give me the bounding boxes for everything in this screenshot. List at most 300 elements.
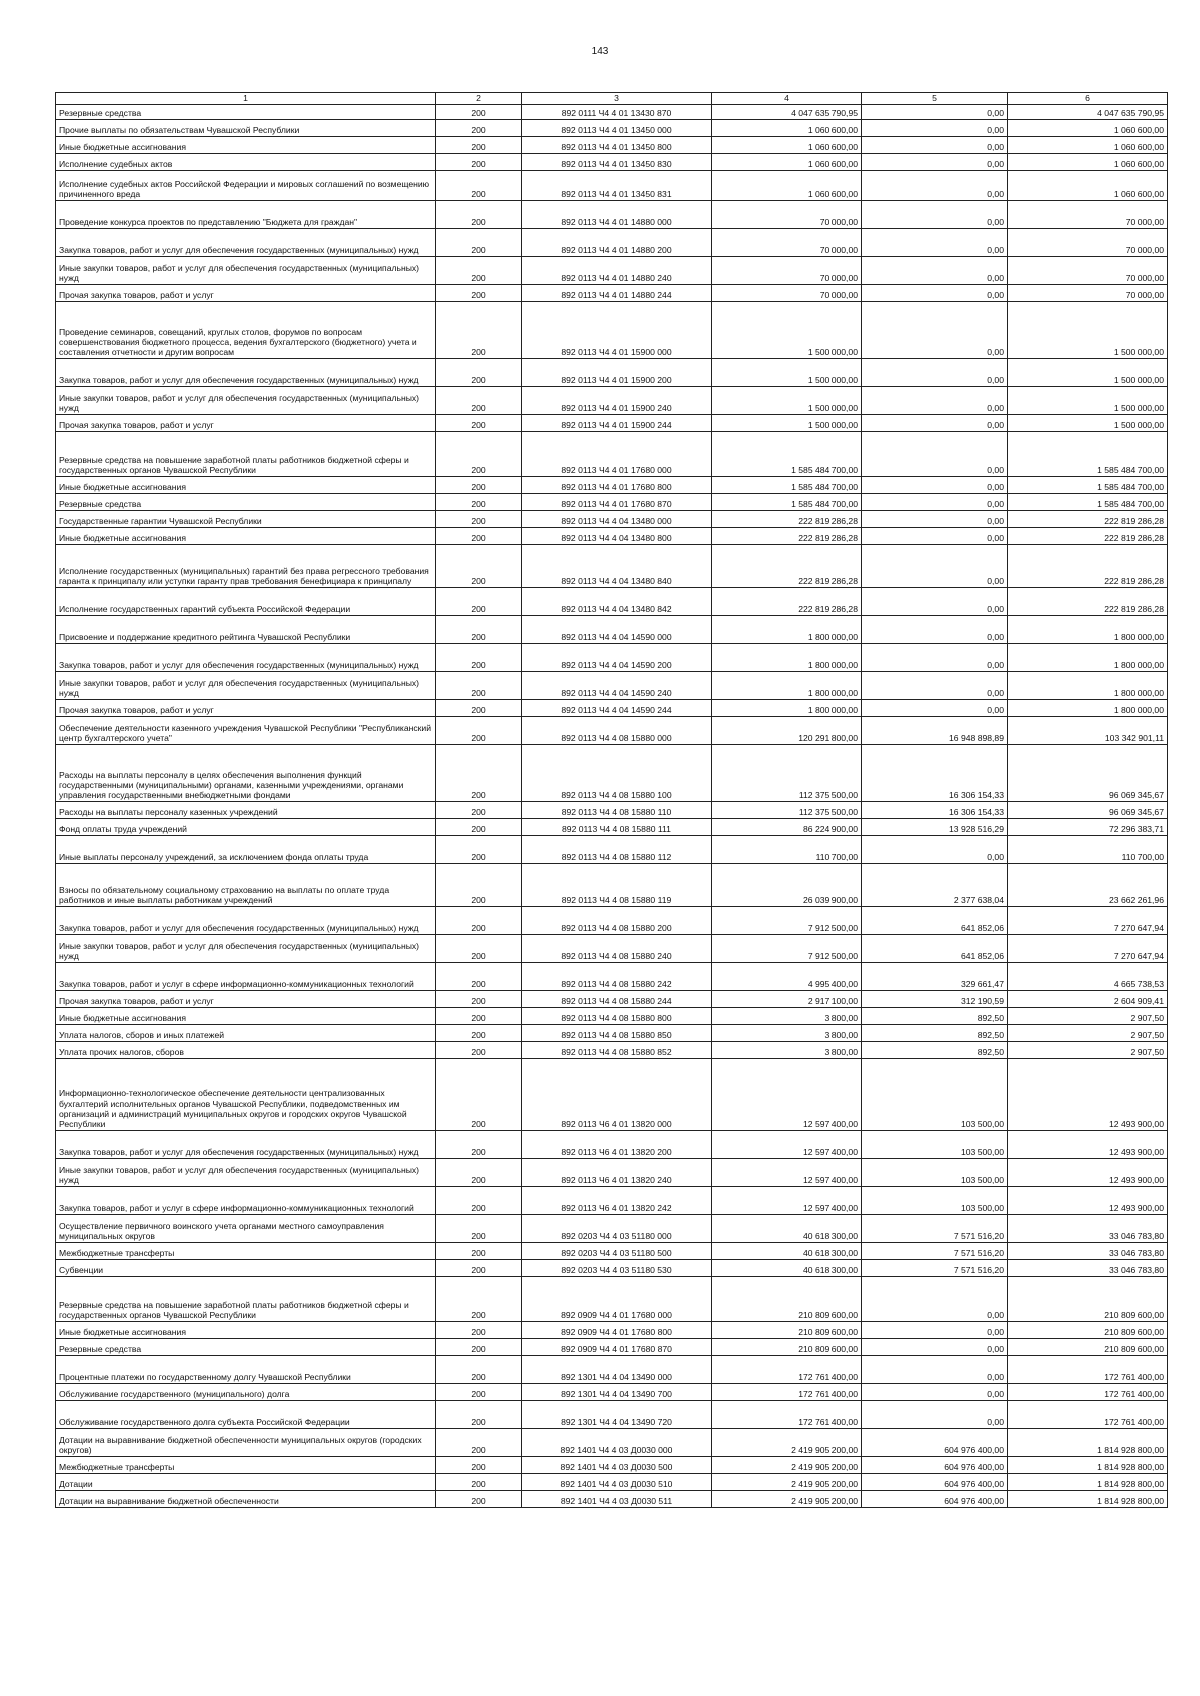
row-executed-amount: 892,50 xyxy=(862,1008,1008,1025)
row-name: Резервные средства xyxy=(56,1339,436,1356)
row-classification-code: 892 0113 Ч4 4 01 15900 240 xyxy=(522,387,712,415)
row-name: Иные бюджетные ассигнования xyxy=(56,1322,436,1339)
row-unexecuted-amount: 12 493 900,00 xyxy=(1008,1131,1168,1159)
table-row xyxy=(56,1243,1168,1260)
row-name: Проведение семинаров, совещаний, круглых столов, форумов по вопросам совершенствования бюджетного процесса, ведения бухгалтерского (бюджетного) учета и составления отчетности и другим вопросам xyxy=(56,302,436,359)
row-unexecuted-amount: 2 907,50 xyxy=(1008,1025,1168,1042)
row-approved-amount: 1 800 000,00 xyxy=(712,616,862,644)
row-classification-code: 892 0203 Ч4 4 03 51180 500 xyxy=(522,1243,712,1260)
row-indicator-code: 200 xyxy=(436,1059,522,1131)
row-approved-amount: 3 800,00 xyxy=(712,1025,862,1042)
row-executed-amount: 0,00 xyxy=(862,528,1008,545)
page-number: 143 xyxy=(591,46,609,57)
row-classification-code: 892 0113 Ч4 4 04 14590 000 xyxy=(522,616,712,644)
row-unexecuted-amount: 1 060 600,00 xyxy=(1008,120,1168,137)
row-unexecuted-amount: 1 500 000,00 xyxy=(1008,302,1168,359)
table-row xyxy=(56,1277,1168,1322)
row-indicator-code: 200 xyxy=(436,745,522,802)
row-executed-amount: 7 571 516,20 xyxy=(862,1260,1008,1277)
row-classification-code: 892 0113 Ч6 4 01 13820 200 xyxy=(522,1131,712,1159)
row-unexecuted-amount: 12 493 900,00 xyxy=(1008,1059,1168,1131)
row-indicator-code: 200 xyxy=(436,302,522,359)
column-header: 5 xyxy=(862,93,1008,105)
row-executed-amount: 0,00 xyxy=(862,154,1008,171)
row-indicator-code: 200 xyxy=(436,1356,522,1384)
row-executed-amount: 0,00 xyxy=(862,1401,1008,1429)
row-approved-amount: 222 819 286,28 xyxy=(712,588,862,616)
row-approved-amount: 1 585 484 700,00 xyxy=(712,477,862,494)
row-unexecuted-amount: 1 814 928 800,00 xyxy=(1008,1474,1168,1491)
row-unexecuted-amount: 1 800 000,00 xyxy=(1008,700,1168,717)
row-classification-code: 892 0113 Ч4 4 01 14880 000 xyxy=(522,201,712,229)
row-indicator-code: 200 xyxy=(436,432,522,477)
row-unexecuted-amount: 4 047 635 790,95 xyxy=(1008,105,1168,120)
row-unexecuted-amount: 1 814 928 800,00 xyxy=(1008,1491,1168,1508)
row-executed-amount: 641 852,06 xyxy=(862,935,1008,963)
row-executed-amount: 0,00 xyxy=(862,1322,1008,1339)
row-name: Иные бюджетные ассигнования xyxy=(56,528,436,545)
row-approved-amount: 222 819 286,28 xyxy=(712,545,862,588)
row-unexecuted-amount: 1 060 600,00 xyxy=(1008,154,1168,171)
row-name: Закупка товаров, работ и услуг для обеспечения государственных (муниципальных) нужд xyxy=(56,229,436,257)
row-classification-code: 892 1401 Ч4 4 03 Д0030 500 xyxy=(522,1457,712,1474)
row-approved-amount: 1 060 600,00 xyxy=(712,120,862,137)
row-unexecuted-amount: 1 500 000,00 xyxy=(1008,387,1168,415)
row-unexecuted-amount: 23 662 261,96 xyxy=(1008,864,1168,907)
row-name: Резервные средства на повышение заработной платы работников бюджетной сферы и государственных органов Чувашской Республики xyxy=(56,432,436,477)
row-name: Закупка товаров, работ и услуг в сфере информационно-коммуникационных технологий xyxy=(56,963,436,991)
row-indicator-code: 200 xyxy=(436,1131,522,1159)
row-name: Фонд оплаты труда учреждений xyxy=(56,819,436,836)
row-classification-code: 892 0113 Ч4 4 04 13480 840 xyxy=(522,545,712,588)
row-approved-amount: 70 000,00 xyxy=(712,229,862,257)
row-approved-amount: 210 809 600,00 xyxy=(712,1339,862,1356)
row-approved-amount: 1 500 000,00 xyxy=(712,387,862,415)
row-approved-amount: 4 047 635 790,95 xyxy=(712,105,862,120)
table-body xyxy=(56,105,1168,1508)
row-name: Исполнение государственных (муниципальных) гарантий без права регрессного требования гаранта к принципалу или уступки гаранту прав требования бенефициара к принципалу xyxy=(56,545,436,588)
row-name: Иные закупки товаров, работ и услуг для обеспечения государственных (муниципальных) нужд xyxy=(56,1159,436,1187)
row-name: Дотации xyxy=(56,1474,436,1491)
row-indicator-code: 200 xyxy=(436,154,522,171)
row-executed-amount: 13 928 516,29 xyxy=(862,819,1008,836)
row-name: Резервные средства xyxy=(56,494,436,511)
table-row xyxy=(56,120,1168,137)
row-name: Иные закупки товаров, работ и услуг для обеспечения государственных (муниципальных) нужд xyxy=(56,935,436,963)
row-indicator-code: 200 xyxy=(436,545,522,588)
table-row xyxy=(56,1025,1168,1042)
row-executed-amount: 604 976 400,00 xyxy=(862,1474,1008,1491)
row-unexecuted-amount: 7 270 647,94 xyxy=(1008,907,1168,935)
row-name: Уплата налогов, сборов и иных платежей xyxy=(56,1025,436,1042)
row-executed-amount: 0,00 xyxy=(862,494,1008,511)
row-indicator-code: 200 xyxy=(436,120,522,137)
row-executed-amount: 0,00 xyxy=(862,644,1008,672)
row-approved-amount: 12 597 400,00 xyxy=(712,1059,862,1131)
row-classification-code: 892 0113 Ч4 4 01 15900 244 xyxy=(522,415,712,432)
row-name: Обслуживание государственного (муниципального) долга xyxy=(56,1384,436,1401)
row-approved-amount: 12 597 400,00 xyxy=(712,1159,862,1187)
row-approved-amount: 172 761 400,00 xyxy=(712,1384,862,1401)
row-approved-amount: 112 375 500,00 xyxy=(712,802,862,819)
row-approved-amount: 1 585 484 700,00 xyxy=(712,432,862,477)
row-approved-amount: 1 800 000,00 xyxy=(712,672,862,700)
row-classification-code: 892 0113 Ч4 4 08 15880 112 xyxy=(522,836,712,864)
row-unexecuted-amount: 222 819 286,28 xyxy=(1008,545,1168,588)
row-executed-amount: 7 571 516,20 xyxy=(862,1215,1008,1243)
row-executed-amount: 0,00 xyxy=(862,1277,1008,1322)
table-row xyxy=(56,1429,1168,1457)
row-indicator-code: 200 xyxy=(436,907,522,935)
table-row xyxy=(56,1401,1168,1429)
row-classification-code: 892 0113 Ч4 4 01 17680 870 xyxy=(522,494,712,511)
row-classification-code: 892 0113 Ч6 4 01 13820 242 xyxy=(522,1187,712,1215)
row-unexecuted-amount: 96 069 345,67 xyxy=(1008,745,1168,802)
row-name: Обслуживание государственного долга субъекта Российской Федерации xyxy=(56,1401,436,1429)
row-classification-code: 892 0113 Ч4 4 01 13450 800 xyxy=(522,137,712,154)
table-row xyxy=(56,672,1168,700)
row-executed-amount: 0,00 xyxy=(862,387,1008,415)
row-name: Процентные платежи по государственному долгу Чувашской Республики xyxy=(56,1356,436,1384)
row-classification-code: 892 0113 Ч4 4 04 13480 842 xyxy=(522,588,712,616)
row-classification-code: 892 0111 Ч4 4 01 13430 870 xyxy=(522,105,712,120)
row-classification-code: 892 0113 Ч4 4 08 15880 111 xyxy=(522,819,712,836)
row-classification-code: 892 0113 Ч4 4 04 13480 800 xyxy=(522,528,712,545)
row-classification-code: 892 0113 Ч4 4 04 14590 244 xyxy=(522,700,712,717)
table-row xyxy=(56,1457,1168,1474)
table-row xyxy=(56,105,1168,120)
table-row xyxy=(56,528,1168,545)
row-executed-amount: 0,00 xyxy=(862,1356,1008,1384)
row-classification-code: 892 0909 Ч4 4 01 17680 800 xyxy=(522,1322,712,1339)
table-row xyxy=(56,616,1168,644)
row-approved-amount: 1 500 000,00 xyxy=(712,302,862,359)
row-name: Осуществление первичного воинского учета органами местного самоуправления муниципальных округов xyxy=(56,1215,436,1243)
row-unexecuted-amount: 70 000,00 xyxy=(1008,257,1168,285)
row-indicator-code: 200 xyxy=(436,700,522,717)
row-classification-code: 892 1401 Ч4 4 03 Д0030 511 xyxy=(522,1491,712,1508)
row-indicator-code: 200 xyxy=(436,415,522,432)
row-unexecuted-amount: 110 700,00 xyxy=(1008,836,1168,864)
table-row xyxy=(56,494,1168,511)
row-classification-code: 892 0113 Ч4 4 04 13480 000 xyxy=(522,511,712,528)
column-header: 6 xyxy=(1008,93,1168,105)
row-indicator-code: 200 xyxy=(436,1215,522,1243)
row-classification-code: 892 0113 Ч4 4 04 14590 200 xyxy=(522,644,712,672)
row-executed-amount: 0,00 xyxy=(862,120,1008,137)
table-row xyxy=(56,511,1168,528)
row-unexecuted-amount: 172 761 400,00 xyxy=(1008,1384,1168,1401)
row-classification-code: 892 0203 Ч4 4 03 51180 000 xyxy=(522,1215,712,1243)
row-unexecuted-amount: 172 761 400,00 xyxy=(1008,1401,1168,1429)
row-name: Закупка товаров, работ и услуг в сфере информационно-коммуникационных технологий xyxy=(56,1187,436,1215)
row-approved-amount: 112 375 500,00 xyxy=(712,745,862,802)
table-row xyxy=(56,137,1168,154)
row-name: Информационно-технологическое обеспечение деятельности централизованных бухгалтерий исполнительных органов Чувашской Республики, подведомственных им организаций и администраций муниципальных округов и городских округов Чувашской Республики xyxy=(56,1059,436,1131)
row-executed-amount: 0,00 xyxy=(862,137,1008,154)
row-classification-code: 892 0113 Ч4 4 01 13450 000 xyxy=(522,120,712,137)
row-name: Иные бюджетные ассигнования xyxy=(56,1008,436,1025)
row-name: Исполнение государственных гарантий субъекта Российской Федерации xyxy=(56,588,436,616)
row-approved-amount: 222 819 286,28 xyxy=(712,511,862,528)
row-classification-code: 892 1301 Ч4 4 04 13490 700 xyxy=(522,1384,712,1401)
row-executed-amount: 0,00 xyxy=(862,588,1008,616)
row-executed-amount: 0,00 xyxy=(862,201,1008,229)
row-unexecuted-amount: 96 069 345,67 xyxy=(1008,802,1168,819)
row-classification-code: 892 0113 Ч6 4 01 13820 000 xyxy=(522,1059,712,1131)
row-approved-amount: 1 060 600,00 xyxy=(712,154,862,171)
table-row xyxy=(56,717,1168,745)
table-row xyxy=(56,201,1168,229)
row-approved-amount: 2 419 905 200,00 xyxy=(712,1491,862,1508)
row-name: Взносы по обязательному социальному страхованию на выплаты по оплате труда работников и иные выплаты работникам учреждений xyxy=(56,864,436,907)
row-classification-code: 892 1401 Ч4 4 03 Д0030 510 xyxy=(522,1474,712,1491)
table-row xyxy=(56,1042,1168,1059)
row-executed-amount: 0,00 xyxy=(862,1339,1008,1356)
row-executed-amount: 604 976 400,00 xyxy=(862,1429,1008,1457)
budget-table xyxy=(55,92,1168,1508)
table-row xyxy=(56,229,1168,257)
row-unexecuted-amount: 2 907,50 xyxy=(1008,1042,1168,1059)
row-name: Прочие выплаты по обязательствам Чувашской Республики xyxy=(56,120,436,137)
row-classification-code: 892 1301 Ч4 4 04 13490 000 xyxy=(522,1356,712,1384)
row-classification-code: 892 0909 Ч4 4 01 17680 870 xyxy=(522,1339,712,1356)
row-executed-amount: 0,00 xyxy=(862,229,1008,257)
row-approved-amount: 26 039 900,00 xyxy=(712,864,862,907)
row-approved-amount: 120 291 800,00 xyxy=(712,717,862,745)
table-row xyxy=(56,1339,1168,1356)
row-classification-code: 892 0113 Ч4 4 08 15880 000 xyxy=(522,717,712,745)
row-indicator-code: 200 xyxy=(436,1159,522,1187)
table-row xyxy=(56,1215,1168,1243)
row-executed-amount: 0,00 xyxy=(862,545,1008,588)
row-approved-amount: 86 224 900,00 xyxy=(712,819,862,836)
row-unexecuted-amount: 210 809 600,00 xyxy=(1008,1322,1168,1339)
row-unexecuted-amount: 1 585 484 700,00 xyxy=(1008,477,1168,494)
table-row xyxy=(56,644,1168,672)
row-unexecuted-amount: 210 809 600,00 xyxy=(1008,1277,1168,1322)
row-unexecuted-amount: 2 604 909,41 xyxy=(1008,991,1168,1008)
table-row xyxy=(56,1159,1168,1187)
row-classification-code: 892 0113 Ч4 4 08 15880 852 xyxy=(522,1042,712,1059)
row-executed-amount: 604 976 400,00 xyxy=(862,1457,1008,1474)
row-indicator-code: 200 xyxy=(436,494,522,511)
row-unexecuted-amount: 103 342 901,11 xyxy=(1008,717,1168,745)
row-indicator-code: 200 xyxy=(436,285,522,302)
row-unexecuted-amount: 1 060 600,00 xyxy=(1008,137,1168,154)
row-indicator-code: 200 xyxy=(436,511,522,528)
row-unexecuted-amount: 7 270 647,94 xyxy=(1008,935,1168,963)
row-name: Дотации на выравнивание бюджетной обеспеченности муниципальных округов (городских округов) xyxy=(56,1429,436,1457)
row-approved-amount: 2 917 100,00 xyxy=(712,991,862,1008)
table-row xyxy=(56,432,1168,477)
row-classification-code: 892 0113 Ч4 4 01 13450 831 xyxy=(522,171,712,201)
row-approved-amount: 7 912 500,00 xyxy=(712,907,862,935)
row-approved-amount: 222 819 286,28 xyxy=(712,528,862,545)
row-executed-amount: 0,00 xyxy=(862,257,1008,285)
row-name: Исполнение судебных актов xyxy=(56,154,436,171)
row-approved-amount: 40 618 300,00 xyxy=(712,1243,862,1260)
row-approved-amount: 1 500 000,00 xyxy=(712,415,862,432)
row-classification-code: 892 0113 Ч4 4 01 14880 240 xyxy=(522,257,712,285)
row-unexecuted-amount: 1 585 484 700,00 xyxy=(1008,432,1168,477)
row-unexecuted-amount: 70 000,00 xyxy=(1008,229,1168,257)
row-indicator-code: 200 xyxy=(436,171,522,201)
row-name: Закупка товаров, работ и услуг для обеспечения государственных (муниципальных) нужд xyxy=(56,907,436,935)
row-unexecuted-amount: 222 819 286,28 xyxy=(1008,511,1168,528)
row-executed-amount: 16 306 154,33 xyxy=(862,745,1008,802)
table-row xyxy=(56,359,1168,387)
row-indicator-code: 200 xyxy=(436,1025,522,1042)
row-unexecuted-amount: 70 000,00 xyxy=(1008,201,1168,229)
row-indicator-code: 200 xyxy=(436,387,522,415)
row-name: Прочая закупка товаров, работ и услуг xyxy=(56,415,436,432)
row-executed-amount: 7 571 516,20 xyxy=(862,1243,1008,1260)
row-executed-amount: 0,00 xyxy=(862,432,1008,477)
row-name: Прочая закупка товаров, работ и услуг xyxy=(56,991,436,1008)
row-name: Обеспечение деятельности казенного учреждения Чувашской Республики "Республиканский центр бухгалтерского учета" xyxy=(56,717,436,745)
row-name: Прочая закупка товаров, работ и услуг xyxy=(56,285,436,302)
row-indicator-code: 200 xyxy=(436,1277,522,1322)
row-classification-code: 892 0113 Ч4 4 08 15880 244 xyxy=(522,991,712,1008)
row-executed-amount: 103 500,00 xyxy=(862,1159,1008,1187)
row-indicator-code: 200 xyxy=(436,1243,522,1260)
row-name: Иные закупки товаров, работ и услуг для обеспечения государственных (муниципальных) нужд xyxy=(56,387,436,415)
row-name: Межбюджетные трансферты xyxy=(56,1457,436,1474)
row-unexecuted-amount: 33 046 783,80 xyxy=(1008,1243,1168,1260)
row-approved-amount: 210 809 600,00 xyxy=(712,1277,862,1322)
row-indicator-code: 200 xyxy=(436,1322,522,1339)
row-approved-amount: 4 995 400,00 xyxy=(712,963,862,991)
row-executed-amount: 0,00 xyxy=(862,672,1008,700)
row-unexecuted-amount: 172 761 400,00 xyxy=(1008,1356,1168,1384)
row-classification-code: 892 0113 Ч4 4 08 15880 200 xyxy=(522,907,712,935)
column-header: 2 xyxy=(436,93,522,105)
row-executed-amount: 2 377 638,04 xyxy=(862,864,1008,907)
table-row xyxy=(56,991,1168,1008)
column-header: 1 xyxy=(56,93,436,105)
row-unexecuted-amount: 2 907,50 xyxy=(1008,1008,1168,1025)
row-indicator-code: 200 xyxy=(436,717,522,745)
row-executed-amount: 0,00 xyxy=(862,1384,1008,1401)
row-executed-amount: 892,50 xyxy=(862,1025,1008,1042)
row-classification-code: 892 0113 Ч4 4 08 15880 242 xyxy=(522,963,712,991)
row-unexecuted-amount: 1 500 000,00 xyxy=(1008,359,1168,387)
row-approved-amount: 2 419 905 200,00 xyxy=(712,1429,862,1457)
table-row xyxy=(56,154,1168,171)
row-approved-amount: 12 597 400,00 xyxy=(712,1187,862,1215)
row-approved-amount: 2 419 905 200,00 xyxy=(712,1474,862,1491)
table-row xyxy=(56,907,1168,935)
table-row xyxy=(56,1491,1168,1508)
table-row xyxy=(56,285,1168,302)
row-classification-code: 892 0203 Ч4 4 03 51180 530 xyxy=(522,1260,712,1277)
row-unexecuted-amount: 222 819 286,28 xyxy=(1008,588,1168,616)
row-name: Расходы на выплаты персоналу в целях обеспечения выполнения функций государственными (муниципальными) органами, казенными учреждениями, органами управления государственными внебюджетными фондами xyxy=(56,745,436,802)
row-indicator-code: 200 xyxy=(436,616,522,644)
row-indicator-code: 200 xyxy=(436,802,522,819)
row-indicator-code: 200 xyxy=(436,963,522,991)
row-classification-code: 892 0113 Ч4 4 01 14880 200 xyxy=(522,229,712,257)
row-name: Субвенции xyxy=(56,1260,436,1277)
row-approved-amount: 210 809 600,00 xyxy=(712,1322,862,1339)
column-number-row xyxy=(56,93,1168,105)
row-approved-amount: 3 800,00 xyxy=(712,1008,862,1025)
row-approved-amount: 70 000,00 xyxy=(712,285,862,302)
row-unexecuted-amount: 12 493 900,00 xyxy=(1008,1159,1168,1187)
row-name: Иные бюджетные ассигнования xyxy=(56,477,436,494)
row-unexecuted-amount: 33 046 783,80 xyxy=(1008,1260,1168,1277)
table-row xyxy=(56,477,1168,494)
table-row xyxy=(56,1260,1168,1277)
row-indicator-code: 200 xyxy=(436,359,522,387)
row-name: Иные выплаты персоналу учреждений, за исключением фонда оплаты труда xyxy=(56,836,436,864)
row-approved-amount: 1 800 000,00 xyxy=(712,700,862,717)
row-name: Резервные средства xyxy=(56,105,436,120)
table-row xyxy=(56,819,1168,836)
row-indicator-code: 200 xyxy=(436,1384,522,1401)
table-row xyxy=(56,588,1168,616)
row-unexecuted-amount: 1 800 000,00 xyxy=(1008,644,1168,672)
row-executed-amount: 604 976 400,00 xyxy=(862,1491,1008,1508)
row-approved-amount: 70 000,00 xyxy=(712,201,862,229)
row-executed-amount: 103 500,00 xyxy=(862,1059,1008,1131)
row-executed-amount: 892,50 xyxy=(862,1042,1008,1059)
row-indicator-code: 200 xyxy=(436,201,522,229)
column-header: 3 xyxy=(522,93,712,105)
row-unexecuted-amount: 12 493 900,00 xyxy=(1008,1187,1168,1215)
row-indicator-code: 200 xyxy=(436,105,522,120)
row-classification-code: 892 1301 Ч4 4 04 13490 720 xyxy=(522,1401,712,1429)
row-indicator-code: 200 xyxy=(436,1187,522,1215)
row-executed-amount: 0,00 xyxy=(862,477,1008,494)
row-unexecuted-amount: 1 814 928 800,00 xyxy=(1008,1429,1168,1457)
row-indicator-code: 200 xyxy=(436,836,522,864)
row-indicator-code: 200 xyxy=(436,257,522,285)
row-indicator-code: 200 xyxy=(436,1491,522,1508)
row-classification-code: 892 0113 Ч4 4 08 15880 850 xyxy=(522,1025,712,1042)
table-row xyxy=(56,1008,1168,1025)
row-approved-amount: 3 800,00 xyxy=(712,1042,862,1059)
row-indicator-code: 200 xyxy=(436,477,522,494)
row-executed-amount: 16 948 898,89 xyxy=(862,717,1008,745)
row-indicator-code: 200 xyxy=(436,1457,522,1474)
row-name: Проведение конкурса проектов по представлению "Бюджета для граждан" xyxy=(56,201,436,229)
row-approved-amount: 110 700,00 xyxy=(712,836,862,864)
row-unexecuted-amount: 33 046 783,80 xyxy=(1008,1215,1168,1243)
row-indicator-code: 200 xyxy=(436,644,522,672)
row-name: Иные бюджетные ассигнования xyxy=(56,137,436,154)
row-executed-amount: 0,00 xyxy=(862,285,1008,302)
row-name: Государственные гарантии Чувашской Республики xyxy=(56,511,436,528)
table-row xyxy=(56,1187,1168,1215)
row-executed-amount: 16 306 154,33 xyxy=(862,802,1008,819)
row-executed-amount: 0,00 xyxy=(862,302,1008,359)
row-unexecuted-amount: 222 819 286,28 xyxy=(1008,528,1168,545)
row-classification-code: 892 0113 Ч4 4 08 15880 110 xyxy=(522,802,712,819)
table-row xyxy=(56,1384,1168,1401)
row-approved-amount: 1 500 000,00 xyxy=(712,359,862,387)
row-executed-amount: 641 852,06 xyxy=(862,907,1008,935)
row-classification-code: 892 0113 Ч4 4 08 15880 100 xyxy=(522,745,712,802)
row-approved-amount: 70 000,00 xyxy=(712,257,862,285)
row-name: Иные закупки товаров, работ и услуг для обеспечения государственных (муниципальных) нужд xyxy=(56,257,436,285)
row-indicator-code: 200 xyxy=(436,1429,522,1457)
row-approved-amount: 7 912 500,00 xyxy=(712,935,862,963)
row-name: Резервные средства на повышение заработной платы работников бюджетной сферы и государственных органов Чувашской Республики xyxy=(56,1277,436,1322)
row-executed-amount: 0,00 xyxy=(862,700,1008,717)
row-name: Присвоение и поддержание кредитного рейтинга Чувашской Республики xyxy=(56,616,436,644)
